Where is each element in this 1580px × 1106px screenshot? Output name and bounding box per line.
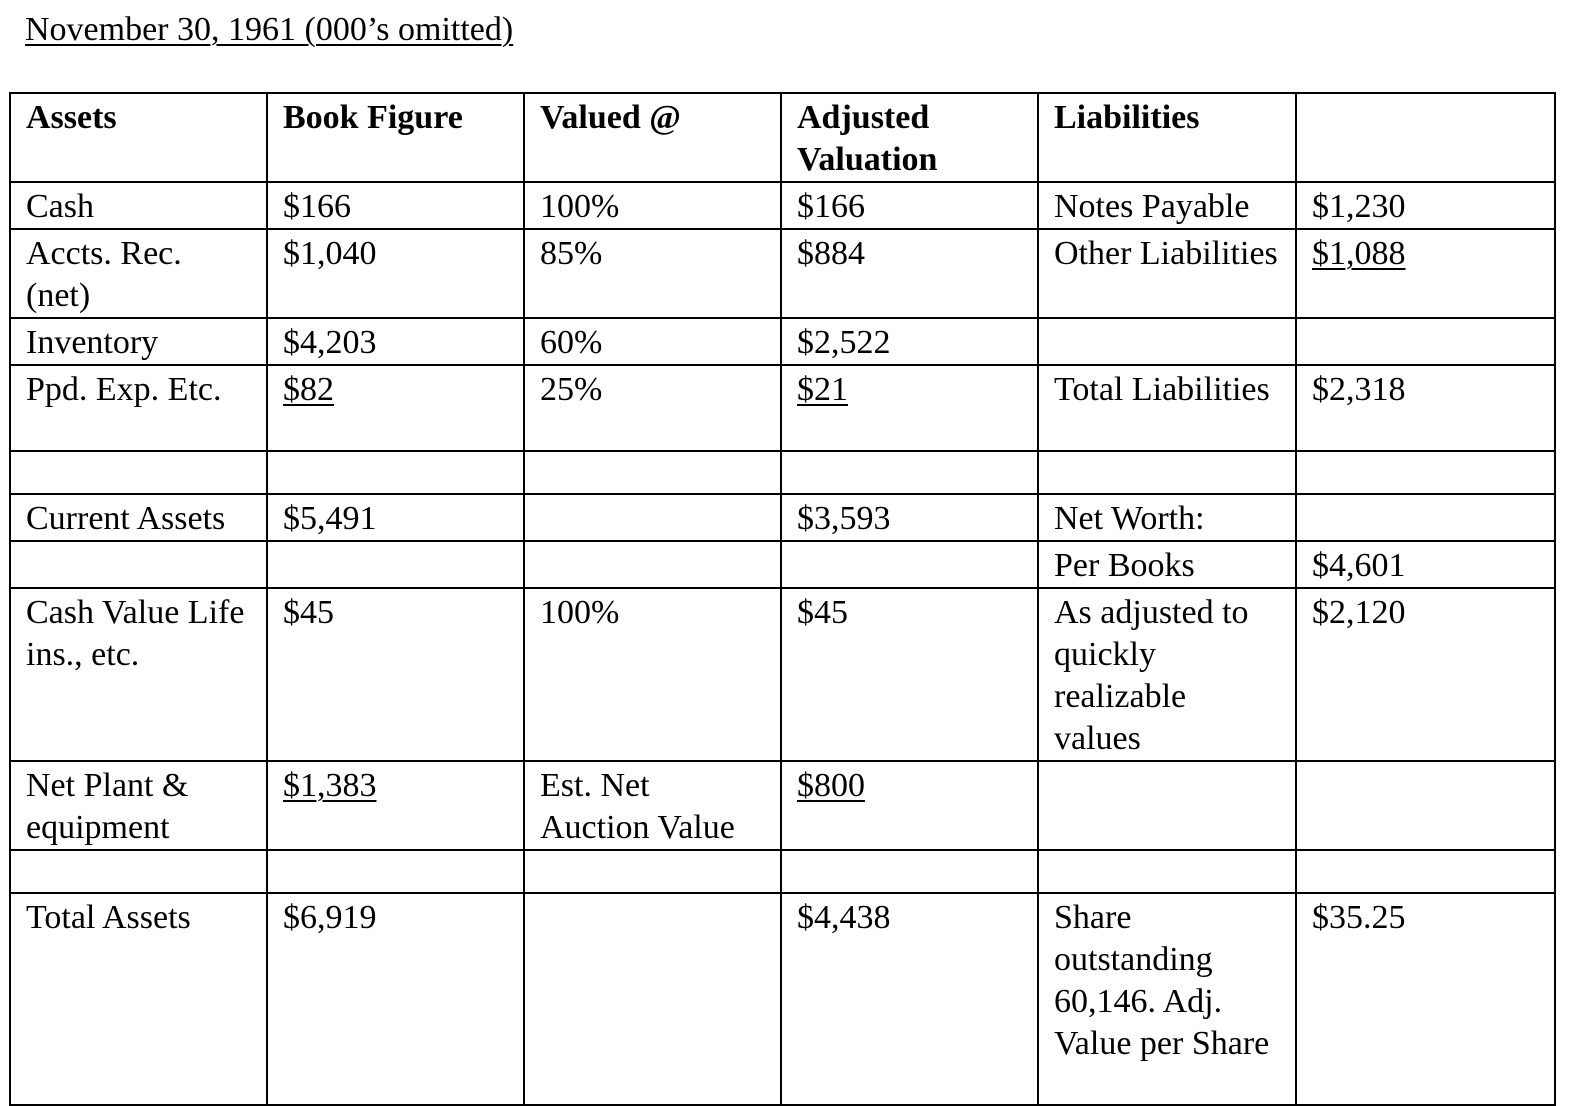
liability-amount-cell: $2,318 <box>1296 365 1555 451</box>
table-row <box>10 365 1555 451</box>
asset-cell <box>10 541 267 588</box>
table-row <box>10 588 1555 761</box>
table-row <box>10 318 1555 365</box>
valued-at-cell <box>524 494 781 541</box>
balance-sheet-caption: November 30, 1961 (000’s omitted) <box>25 11 514 48</box>
table-row <box>10 541 1555 588</box>
liability-cell: As adjusted to quickly realizable values <box>1038 588 1296 761</box>
column-header-valued-at: Valued @ <box>524 93 781 182</box>
liability-cell: Share outstanding 60,146. Adj. Value per Share <box>1038 893 1296 1105</box>
book-figure-cell <box>267 761 524 850</box>
table-row <box>10 850 1555 893</box>
liability-cell: Other Liabilities <box>1038 229 1296 318</box>
asset-cell: Accts. Rec. (net) <box>10 229 267 318</box>
liability-amount-value: $1,088 <box>1312 235 1406 272</box>
liability-amount-cell: $2,120 <box>1296 588 1555 761</box>
asset-cell: Current Assets <box>10 494 267 541</box>
liability-cell <box>1038 318 1296 365</box>
liability-cell <box>1038 850 1296 893</box>
balance-sheet-table <box>9 92 1556 1106</box>
liability-amount-cell <box>1296 229 1555 318</box>
column-header-liabilities: Liabilities <box>1038 93 1296 182</box>
adjusted-valuation-cell: $166 <box>781 182 1038 229</box>
table-row <box>10 182 1555 229</box>
book-figure-cell <box>267 541 524 588</box>
adjusted-valuation-cell <box>781 761 1038 850</box>
book-figure-cell: $166 <box>267 182 524 229</box>
book-figure-cell: $45 <box>267 588 524 761</box>
valued-at-cell <box>524 850 781 893</box>
liability-amount-cell <box>1296 494 1555 541</box>
liability-amount-cell <box>1296 318 1555 365</box>
adjusted-valuation-cell <box>781 541 1038 588</box>
liability-amount-cell <box>1296 850 1555 893</box>
table-row <box>10 494 1555 541</box>
column-header-book-figure: Book Figure <box>267 93 524 182</box>
valued-at-cell: 100% <box>524 182 781 229</box>
book-figure-cell: $6,919 <box>267 893 524 1105</box>
adjusted-valuation-cell <box>781 451 1038 494</box>
table-row <box>10 893 1555 1105</box>
book-figure-cell <box>267 451 524 494</box>
adjusted-valuation-cell <box>781 365 1038 451</box>
valued-at-cell <box>524 451 781 494</box>
book-figure-cell: $5,491 <box>267 494 524 541</box>
column-header-adjusted-valuation: Adjusted Valuation <box>781 93 1038 182</box>
liability-cell: Total Liabilities <box>1038 365 1296 451</box>
liability-cell: Notes Payable <box>1038 182 1296 229</box>
adjusted-valuation-cell <box>781 850 1038 893</box>
asset-cell: Net Plant & equipment <box>10 761 267 850</box>
adjusted-valuation-value: $800 <box>797 767 865 804</box>
valued-at-cell: 100% <box>524 588 781 761</box>
book-figure-cell <box>267 850 524 893</box>
asset-cell: Ppd. Exp. Etc. <box>10 365 267 451</box>
asset-cell <box>10 850 267 893</box>
liability-cell <box>1038 761 1296 850</box>
adjusted-valuation-cell: $4,438 <box>781 893 1038 1105</box>
asset-cell: Total Assets <box>10 893 267 1105</box>
liability-amount-cell: $1,230 <box>1296 182 1555 229</box>
adjusted-valuation-value: $21 <box>797 371 848 408</box>
column-header-assets: Assets <box>10 93 267 182</box>
valued-at-cell: 60% <box>524 318 781 365</box>
adjusted-valuation-cell: $3,593 <box>781 494 1038 541</box>
liability-cell: Per Books <box>1038 541 1296 588</box>
adjusted-valuation-cell: $2,522 <box>781 318 1038 365</box>
liability-amount-cell <box>1296 451 1555 494</box>
book-figure-cell: $1,040 <box>267 229 524 318</box>
liability-cell: Net Worth: <box>1038 494 1296 541</box>
book-figure-cell: $4,203 <box>267 318 524 365</box>
column-header-amount <box>1296 93 1555 182</box>
asset-cell <box>10 451 267 494</box>
table-header-row <box>10 93 1555 182</box>
liability-amount-cell <box>1296 761 1555 850</box>
valued-at-cell: 25% <box>524 365 781 451</box>
table-row <box>10 451 1555 494</box>
asset-cell: Inventory <box>10 318 267 365</box>
liability-amount-cell: $35.25 <box>1296 893 1555 1105</box>
liability-cell <box>1038 451 1296 494</box>
asset-cell: Cash Value Life ins., etc. <box>10 588 267 761</box>
table-row <box>10 229 1555 318</box>
adjusted-valuation-cell: $884 <box>781 229 1038 318</box>
book-figure-cell <box>267 365 524 451</box>
asset-cell: Cash <box>10 182 267 229</box>
table-row <box>10 761 1555 850</box>
adjusted-valuation-cell: $45 <box>781 588 1038 761</box>
book-figure-value: $82 <box>283 371 334 408</box>
valued-at-cell: Est. Net Auction Value <box>524 761 781 850</box>
liability-amount-cell: $4,601 <box>1296 541 1555 588</box>
book-figure-value: $1,383 <box>283 767 377 804</box>
valued-at-cell <box>524 893 781 1105</box>
valued-at-cell <box>524 541 781 588</box>
valued-at-cell: 85% <box>524 229 781 318</box>
